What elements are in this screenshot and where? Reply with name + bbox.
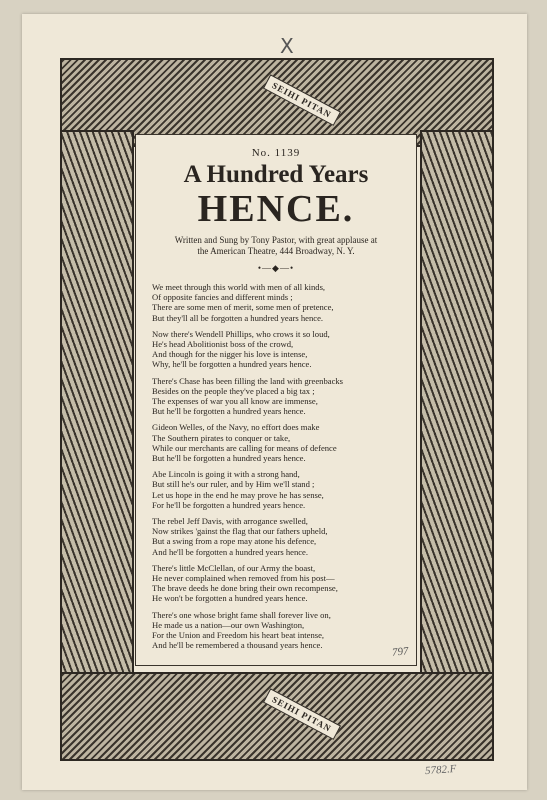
song-title-line2: HENCE. — [197, 188, 355, 230]
verse-line: The Southern pirates to conquer or take, — [152, 432, 291, 443]
verse-line: The expenses of war you all know are immense, — [152, 396, 318, 407]
verse-line: Besides on the people they've placed a big tax ; — [152, 385, 315, 396]
stanza — [152, 563, 410, 604]
credit-line-1: Written and Sung by Tony Pastor, with great applause at — [174, 235, 378, 245]
verse-line: Of opposite fancies and different minds ; — [152, 292, 293, 303]
verse-line: But he'll be forgotten a hundred years hence. — [152, 453, 306, 464]
verse-line: For the Union and Freedom his heart beat intense, — [152, 630, 325, 641]
stanza — [152, 610, 410, 651]
verse-line: While our merchants are calling for means of defence — [152, 442, 337, 453]
verse-line: And though for the nigger his love is intense, — [152, 349, 308, 360]
banner-top: SEIHI PITAN — [263, 74, 341, 126]
verse-line: He made us a nation—our own Washington, — [152, 619, 305, 630]
song-text-panel — [135, 134, 417, 666]
song-number: No. 1139 — [251, 147, 301, 159]
stanza — [152, 422, 410, 463]
verse-line: And he'll be remembered a thousand years hence. — [152, 640, 323, 651]
verse-line: Now strikes 'gainst the flag that our fathers upheld, — [152, 526, 328, 537]
pencil-catalog-number: 5782.F — [424, 762, 457, 778]
banner-bottom: SEIHI PITAN — [263, 688, 341, 740]
verse-line: But he'll be forgotten a hundred years hence. — [152, 406, 306, 417]
verse-line: Now there's Wendell Phillips, who crows it so loud, — [152, 328, 330, 339]
verse-line: He's head Abolitionist boss of the crowd, — [152, 339, 294, 350]
verse-line: But a swing from a rope may atone his defence, — [152, 536, 317, 547]
woodcut-border-left — [60, 130, 134, 684]
song-title-line1: A Hundred Years — [183, 161, 369, 188]
stanza — [152, 282, 410, 323]
stanza — [152, 376, 410, 417]
verse-line: But they'll all be forgotten a hundred years hence. — [152, 312, 324, 323]
woodcut-border-right — [420, 130, 494, 684]
pencil-page-number: 797 — [391, 645, 410, 659]
verse-line: The brave deeds he done bring their own recompense, — [152, 583, 338, 594]
verse-line: There's one whose bright fame shall forever live on, — [152, 609, 331, 620]
stanza — [152, 516, 410, 557]
verse-line: The rebel Jeff Davis, with arrogance swelled, — [152, 516, 308, 527]
verse-line: There's little McClellan, of our Army the boast, — [152, 562, 316, 573]
verse-line: He never complained when removed from his post— — [152, 573, 335, 584]
verse-line: Abe Lincoln is going it with a strong hand, — [152, 469, 300, 480]
verse-line: There's Chase has been filling the land with greenbacks — [152, 375, 344, 386]
verse-line: We meet through this world with men of all kinds, — [152, 282, 326, 292]
woodcut-border-bottom — [60, 672, 494, 761]
verse-line: And he'll be forgotten a hundred years hence. — [152, 546, 309, 557]
credit-line-2: the American Theatre, 444 Broadway, N. Y. — [197, 246, 355, 256]
stanza — [152, 329, 410, 370]
verse-line: Why, he'll be forgotten a hundred years hence. — [152, 359, 312, 370]
verse-line: For he'll be forgotten a hundred years hence. — [152, 499, 306, 510]
verse-line: Gideon Welles, of the Navy, no effort does make — [152, 422, 320, 433]
pencil-x-mark: X — [280, 34, 294, 58]
verse-line: He won't be forgotten a hundred years hence. — [152, 593, 308, 604]
verse-line: But still he's our ruler, and by Him we'll stand ; — [152, 479, 315, 490]
verse-line: Let us hope in the end he may prove he has sense, — [152, 489, 324, 500]
stanza-list — [136, 282, 416, 651]
song-credit — [146, 235, 406, 257]
stanza — [152, 469, 410, 510]
ornament-divider: •—◆—• — [257, 263, 295, 273]
verse-line: There are some men of merit, some men of pretence, — [152, 302, 334, 313]
